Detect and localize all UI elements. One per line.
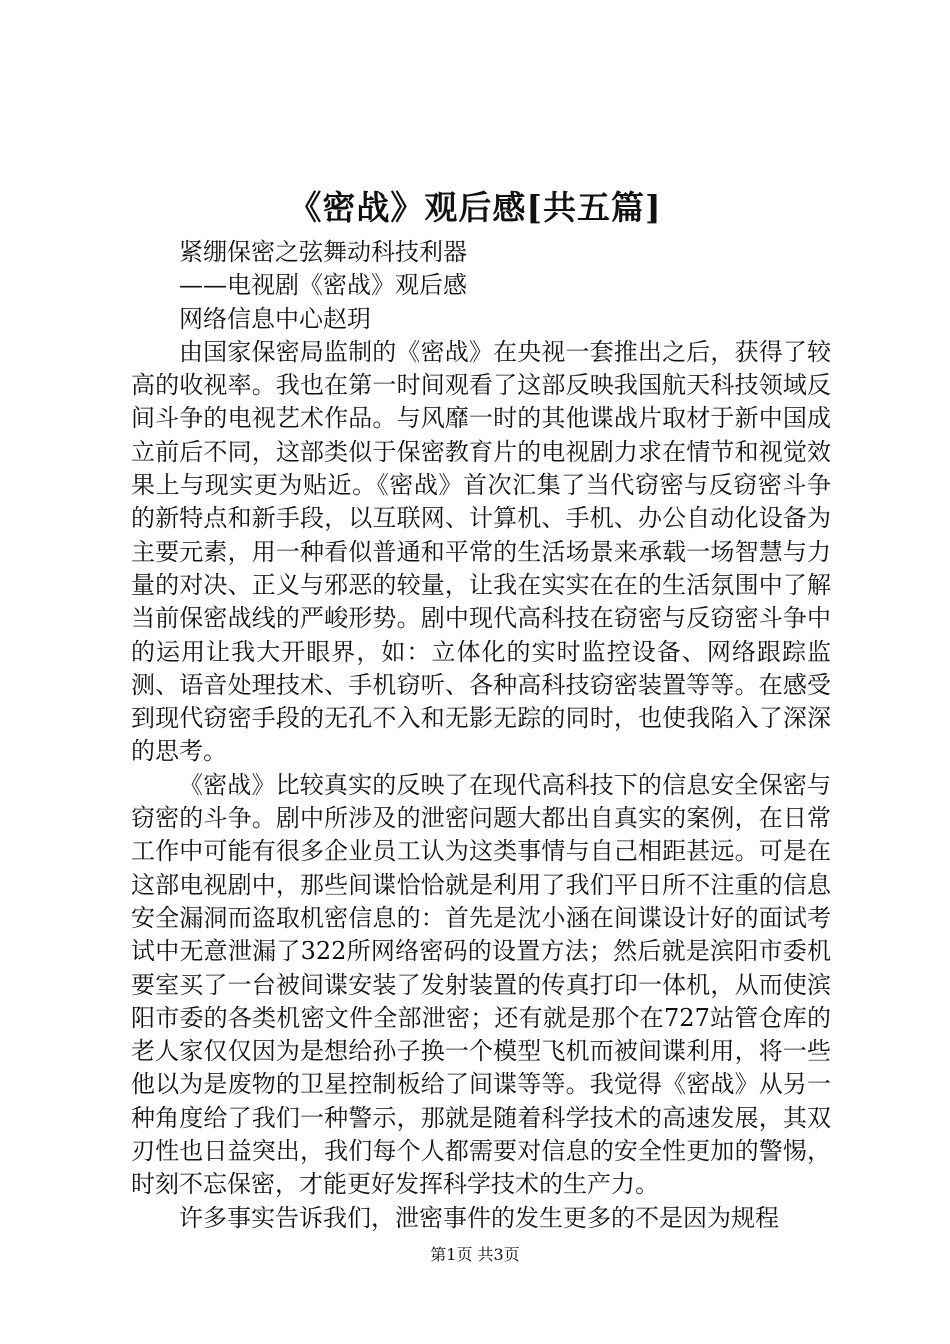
body-paragraph-3: 许多事实告诉我们，泄密事件的发生更多的不是因为规程	[179, 1203, 779, 1232]
subtitle-line-secondary: ——电视剧《密战》观后感	[179, 271, 467, 300]
document-title: 《密战》观后感[共五篇]	[288, 188, 662, 227]
page-footer: 第1页 共3页	[430, 1245, 520, 1264]
body-paragraph-2: 《密战》比较真实的反映了在现代高科技下的信息安全保密与窃密的斗争。剧中所涉及的泄密问题大都出自真实的案例，在日常工作中可能有很多企业员工认为这类事情与自己相距甚远。可是在这部电视剧中，那些间谍恰恰就是利用了我们平日所不注重的信息安全漏洞而盗取机密信息的：首先是沈小涵在间谍设计好的面试考试中无意泄漏了322所网络密码的设置方法；然后就是滨阳市委机要室买了一台被间谍安装了发射装置的传真打印一体机，从而使滨阳市委的各类机密文件全部泄密；还有就是那个在727站管仓库的老人家仅仅因为是想给孙子换一个模型飞机而被间谍利用，将一些他以为是废物的卫星控制板给了间谍等等。我觉得《密战》从另一种角度给了我们一种警示，那就是随着科学技术的高速发展，其双刃性也日益突出，我们每个人都需要对信息的安全性更加的警惕，时刻不忘保密，才能更好发挥科学技术的生产力。	[131, 770, 831, 1199]
document-body	[131, 236, 831, 1235]
body-paragraph-1: 由国家保密局监制的《密战》在央视一套推出之后，获得了较高的收视率。我也在第一时间观看了这部反映我国航天科技领域反间斗争的电视艺术作品。与风靡一时的其他谍战片取材于新中国成立前后不同，这部类似于保密教育片的电视剧力求在情节和视觉效果上与现实更为贴近。《密战》首次汇集了当代窃密与反窃密斗争的新特点和新手段，以互联网、计算机、手机、办公自动化设备为主要元素，用一种看似普通和平常的生活场景来承载一场智慧与力量的对决、正义与邪恶的较量，让我在实实在在的生活氛围中了解当前保密战线的严峻形势。剧中现代高科技在窃密与反窃密斗争中的运用让我大开眼界，如：立体化的实时监控设备、网络跟踪监测、语音处理技术、手机窃听、各种高科技窃密装置等等。在感受到现代窃密手段的无孔不入和无影无踪的同时，也使我陷入了深深的思考。	[131, 337, 831, 766]
author-line: 网络信息中心赵玥	[179, 304, 371, 333]
subtitle-line: 紧绷保密之弦舞动科技利器	[179, 238, 467, 266]
